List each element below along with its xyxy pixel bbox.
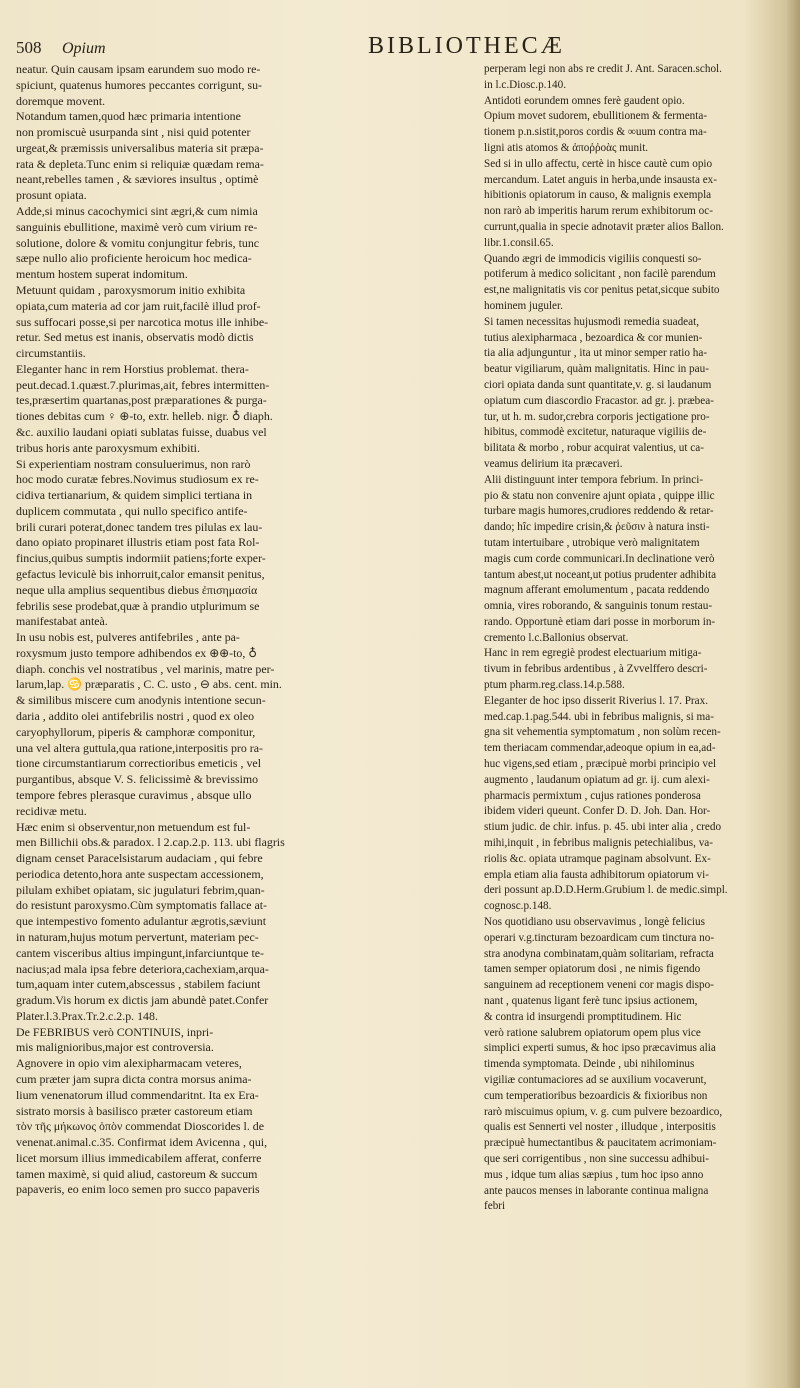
text-line: Eleganter hanc in rem Horstius problemat. thera- — [16, 361, 249, 376]
text-line: magis cum corde communicari.In declinatione verò — [484, 552, 715, 565]
text-line: Adde,si minus cacochymici sint ægri,& cum nimia — [16, 204, 258, 219]
text-line: prosunt opiata. — [16, 188, 87, 203]
text-line: tutius alexipharmaca , bezoardica & cor munien- — [484, 331, 703, 344]
text-line: in l.c.Diosc.p.140. — [484, 78, 567, 91]
text-line: manifestabat anteà. — [16, 614, 108, 629]
text-line: tur, ut h. m. sudor,crebra corporis jectigatione pro- — [484, 410, 710, 423]
text-line: qualis est Sennerti vel noster , illudque , interpositis — [484, 1121, 716, 1134]
section-subject: Opium — [62, 40, 106, 57]
text-line: venenat.animal.c.35. Confirmat idem Avicenna , qui, — [16, 1135, 268, 1150]
text-line: & contra id insurgendi promptitudinem. Hic — [484, 1010, 682, 1023]
text-line: tivum in febribus ardentibus , à Zvvelffero descri- — [484, 663, 708, 676]
text-line: mihi,inquit , in febribus malignis petechialibus, va- — [484, 837, 713, 850]
text-line: tiones debitas cum ♀ ⊕-to, extr. helleb. nigr. ♁ diaph. — [16, 409, 273, 424]
text-line: cum præter jam supra dicta contra morsus anima- — [16, 1072, 252, 1086]
text-line: perperam legi non abs re credit J. Ant. Saracen.schol. — [484, 63, 722, 75]
text-line: neque ulla amplius sequentibus diebus ἐπισημασία — [16, 582, 258, 597]
text-line: Nos quotidiano usu observavimus , longè felicius — [484, 916, 705, 929]
text-line: deri possunt ap.D.D.Herm.Grubium l. de medic.simpl. — [484, 884, 728, 897]
text-line: rarò miscuimus opium, v. g. cum pulvere bezoardico, — [484, 1105, 723, 1118]
text-line: tum,aquam inter cutem,abscessus , stabilem faciunt — [16, 977, 261, 992]
text-line: opiatum cum diascordio Fracastor. ad gr. j. præbea- — [484, 394, 714, 407]
text-line: roxysmum justo tempore adhibendos ex ⊕⊕-to, ♁ — [16, 645, 257, 660]
text-line: vigiliæ contumaciores ad se auxilium vocaverunt, — [484, 1074, 707, 1086]
text-line: dignam censet Paracelsistarum audaciam , qui febre — [16, 851, 263, 866]
text-line: larum,lap. ♋ præparatis , C. C. usto , ⊖ abs. cent. min. — [16, 677, 282, 692]
text-line: Hæc enim si observentur,non metuendum est ful- — [16, 819, 251, 834]
text-line: hoc modo curatæ febres.Novimus studiosum ex re- — [16, 472, 259, 487]
right-column — [484, 62, 792, 1376]
text-line: sæpe nullo alio proficiente heroicum hoc medica- — [16, 251, 252, 266]
text-line: tes,præsertim quartanas,post præparationes & purga- — [16, 393, 267, 408]
text-line: rata & depleta.Tunc enim si reliquiæ quædam rema- — [16, 156, 264, 171]
text-line: papaveris, eo enim loco semen pro succo papaveris — [16, 1182, 260, 1197]
text-line: timenda symptomata. Deinde , ubi nihilominus — [484, 1058, 695, 1071]
text-line: fincius,quibus sumptis indormiit patiens;forte exper- — [16, 551, 266, 566]
text-line: mus , idque tum alias sæpius , tum hoc ipso anno — [484, 1168, 704, 1181]
text-line: mercandum. Latet anguis in herba,unde insausta ex- — [484, 173, 717, 186]
text-line: turbare magis humores,crudiores reddendo & retar- — [484, 505, 714, 518]
text-line: sistrato morsis à basilisco præter castoreum etiam — [16, 1103, 253, 1118]
text-line: stra anodyna combinatam,quàm solitariam, refracta — [484, 947, 714, 960]
text-line: in naturam,hujus motum pervertunt, materiam pec- — [16, 929, 259, 944]
text-line: τὸν τῆς μήκωνος ὀπὸν commendat Dioscorides l. de — [16, 1119, 264, 1134]
text-line: opiata,cum materia ad cor jam ruit,facilè illud prof- — [16, 298, 261, 313]
text-line: Eleganter de hoc ipso disserit Riverius l. 17. Prax. — [484, 694, 709, 707]
text-line: tamen maximè, si quid aliud, castoreum & succum — [16, 1166, 258, 1181]
text-line: augmento , laudanum opiatum ad gr. ij. cum alexi- — [484, 773, 710, 786]
text-line: Quando ægri de immodicis vigiliis conquesti so- — [484, 252, 702, 265]
text-line: licet morsum illius immedicabilem afferat, conferre — [16, 1150, 262, 1165]
text-line: neatur. Quin causam ipsam earundem suo modo re- — [16, 62, 261, 76]
text-line: dano opiato propinaret illustris etiam post fata Rol- — [16, 535, 260, 550]
text-line: purgantibus, absque V. S. felicissimè & brevissimo — [16, 772, 259, 787]
text-line: & similibus miscere cum anodynis intentione secun- — [16, 693, 266, 708]
text-line: urgeat,& præmissis universalibus materia sit præpa- — [16, 140, 264, 155]
text-line: currunt,qualia in specie adnotavit præter alios Ballon. — [484, 220, 724, 233]
text-line: caryophyllorum, piperis & camphoræ componitur, — [16, 724, 256, 739]
text-line: Sed si in ullo affectu, certè in hisce cautè cum opio — [484, 157, 713, 170]
left-column — [16, 62, 468, 1376]
text-line: spiciunt, quatenus humores peccantes corrigunt, su- — [16, 77, 263, 92]
text-line: &c. auxilio laudani opiati sublatas fuisse, duabus vel — [16, 424, 267, 439]
text-line: non rarò ab imperitis harum rerum exhibitorum oc- — [484, 205, 713, 218]
text-line: verò ratione salubrem opiatorum opem plus vice — [484, 1026, 701, 1039]
text-line: Metuunt quidam , paroxysmorum initio exhibita — [16, 282, 246, 297]
text-line: nacius;ad mala ipsa febre deteriora,cachexiam,arqua- — [16, 961, 269, 976]
text-line: cum temperatioribus bezoardicis & fixioribus non — [484, 1089, 708, 1102]
text-line: pilulam exhibet opiatam, sic jugulaturi febrim,quan- — [16, 882, 265, 897]
text-line: stium judic. de chir. infus. p. 45. ubi inter alia , credo — [484, 821, 722, 834]
text-line: sanguinem ad receptionem veneni cor magis dispo- — [484, 979, 714, 992]
text-line: que intempestivo fomento adulantur ægrotis,sæviunt — [16, 914, 267, 929]
text-line: Antidoti eorundem omnes ferè gaudent opio. — [484, 94, 685, 107]
text-line: cognosc.p.148. — [484, 900, 552, 913]
text-line: ligni atis atomos & ἀποῤῥοὰς munit. — [484, 141, 649, 154]
text-line: Hanc in rem egregiè prodest electuarium mitiga- — [484, 647, 702, 660]
text-line: gradum.Vis horum ex dictis jam abundè patet.Confer — [16, 993, 269, 1008]
text-line: tutam intertuibare , utrobique verò malignitatem — [484, 536, 700, 549]
text-line: beatur vigiliarum, quàm malignitatis. Hinc in pau- — [484, 363, 709, 376]
text-line: potiferum à medico solicitant , non facilè parendum — [484, 268, 716, 281]
text-line: solutione, dolore & vomitu conjungitur febris, tunc — [16, 235, 260, 250]
text-line: peut.decad.1.quæst.7.plurimas,ait, febres intermitten- — [16, 377, 270, 392]
text-line: lium venenatorum illud commendaritnt. Ita ex Era- — [16, 1087, 259, 1102]
text-line: circumstantiis. — [16, 346, 86, 361]
text-line: tamen semper opiatorum dosi , ne nimis figendo — [484, 963, 701, 976]
text-line: veamus delirium ita præcaveri. — [484, 457, 623, 470]
text-line: bilitata & morbo , robur acquirat valentius, ut ca- — [484, 442, 704, 455]
text-line: tantum abest,ut noceant,ut potius prudenter adhibita — [484, 568, 717, 581]
text-line: tem theriacam commendar,adeoque opium in ea,ad- — [484, 742, 716, 755]
text-line: diaph. conchis vel nostratibus , vel marinis, matre per- — [16, 661, 275, 676]
text-line: sus suffocari posse,si per narcotica motus ille inhibe- — [16, 314, 269, 329]
text-line: una vel altera guttula,qua ratione,interpositis pro ra- — [16, 740, 263, 755]
text-line: tia alia adjunguntur , ita ut minor semper ratio ha- — [484, 347, 708, 360]
text-line: non promiscuè usurpanda sint , nisi quid potenter — [16, 125, 251, 140]
text-line: mis malignioribus,major est controversia. — [16, 1040, 214, 1055]
text-line: hominem juguler. — [484, 299, 563, 312]
text-line: duplicem commutata , qui nullo specifico antife- — [16, 503, 248, 518]
text-line: brili curari poterat,donec tandem tres pilulas ex lau- — [16, 519, 263, 534]
text-line: libr.1.consil.65. — [484, 236, 554, 249]
text-line: est,ne malignitatis vis cor penitus petat,sicque subito — [484, 284, 720, 297]
text-line: tione circumstantiarum correctioribus emeticis , vel — [16, 756, 261, 771]
text-line: omnia, vires roborando, & sanguinis tonum restau- — [484, 600, 713, 613]
text-line: tionem p.n.sistit,poros cordis & ∞uum contra ma- — [484, 126, 707, 139]
text-line: ptum pharm.reg.class.14.p.588. — [484, 679, 625, 692]
text-line: operari v.g.tincturam bezoardicam cum tinctura no- — [484, 931, 715, 944]
text-line: que seri corrigentibus , non sine successu adhibui- — [484, 1152, 709, 1165]
text-line: nant , quatenus ligant ferè tunc ipsius actionem, — [484, 995, 698, 1008]
text-line: ibidem videri queunt. Confer D. D. Joh. Dan. Hor- — [484, 805, 711, 818]
text-line: gefactus leviculè bis inhorruit,calor emansit penitus, — [16, 567, 265, 581]
text-line: ante paucos menses in laborante continua maligna — [484, 1184, 709, 1197]
text-line: do resistunt paroxysmo.Cùm symptomatis fallace at- — [16, 898, 267, 913]
text-line: cantem visceribus altius impingunt,infarciuntque te- — [16, 945, 264, 960]
text-line: gna sit vehementia symptomatum , non solùm recen- — [484, 726, 721, 739]
text-line: dando; hîc impedire crisin,& ῥεῦσιν à natura insti- — [484, 521, 710, 534]
text-line: men Billichii obs.& paradox. l 2.cap.2.p. 113. ubi flagris — [16, 835, 285, 850]
text-line: In usu nobis est, pulveres antifebriles , ante pa- — [16, 630, 240, 645]
page-number: 508 — [16, 38, 42, 57]
text-line: pharmacis permixtum , cujus rationes ponderosa — [484, 789, 701, 802]
text-line: ciori opiata danda sunt quantitate,v. g. si laudanum — [484, 378, 712, 391]
text-line: huc vigens,sed etiam , præcipuè morbi principio vel — [484, 758, 717, 771]
text-line: rando. Opportunè etiam dari posse in morborum in- — [484, 615, 716, 628]
text-line: tempore febres plerasque curavimus , absque ullo — [16, 787, 252, 802]
text-line: sanguinis ebullitione, maximè verò cum virium re- — [16, 219, 258, 234]
text-line: empla etiam alia fausta adhibitorum opiatorum vi- — [484, 868, 709, 881]
text-line: simplici experti sumus, & hoc ipso præcavimus alia — [484, 1042, 716, 1055]
text-line: doremque movent. — [16, 93, 106, 108]
text-line: daria , addito olei antifebrilis nostri , quod ex oleo — [16, 709, 255, 724]
text-line: præcipuè humectantibus & paucitatem acrimoniam- — [484, 1137, 717, 1150]
text-line: tribus horis ante paroxysmum exhibiti. — [16, 440, 200, 455]
text-line: med.cap.1.pag.544. ubi in febribus malignis, si ma- — [484, 710, 714, 723]
text-line: Notandum tamen,quod hæc primaria intentione — [16, 109, 241, 124]
text-line: febrilis sese prodebat,quæ à prandio utplurimum se — [16, 598, 260, 613]
text-line: pio & statu non convenire ajunt opiata , quippe illic — [484, 489, 715, 502]
text-line: Alii distinguunt inter tempora febrium. In princi- — [484, 473, 704, 486]
text-line: recidivæ metu. — [16, 803, 87, 818]
text-line: cidiva tertianarium, & quidem simplici tertiana in — [16, 488, 253, 503]
text-line: periodica detento,hora ante suspectam accessionem, — [16, 866, 264, 881]
page-edge-shadow — [786, 0, 800, 1388]
text-line: Agnovere in opio vim alexipharmacam veteres, — [16, 1056, 242, 1071]
text-line: Si experientiam nostram consuluerimus, non rarò — [16, 456, 251, 471]
text-line: cremento l.c.Ballonius observat. — [484, 631, 629, 644]
text-line: Opium movet sudorem, ebullitionem & fermenta- — [484, 110, 708, 123]
page-title: BIBLIOTHECÆ — [368, 33, 565, 59]
text-line: De FEBRIBUS verò CONTINUIS, inpri- — [16, 1024, 214, 1039]
text-line: Plater.l.3.Prax.Tr.2.c.2.p. 148. — [16, 1008, 158, 1023]
text-line: neant,rebelles tamen , & sæviores insultus , optimè — [16, 172, 259, 187]
text-line: retur. Sed metus est inanis, observatis modò dictis — [16, 330, 254, 345]
text-line: Si tamen necessitas hujusmodi remedia suadeat, — [484, 315, 699, 328]
text-line: riolis &c. opiata utramque paginam absolvunt. Ex- — [484, 852, 711, 865]
text-line: febri — [484, 1200, 506, 1213]
text-line: mentum hostem superat indomitum. — [16, 267, 188, 282]
text-line: hibitionis opiatorum in causo, & malignis exempla — [484, 189, 712, 202]
text-line: magnum afferant emolumentum , pacata reddendo — [484, 584, 710, 597]
text-line: hibitus, commodè excitetur, naturaque vigiliis de- — [484, 426, 707, 439]
